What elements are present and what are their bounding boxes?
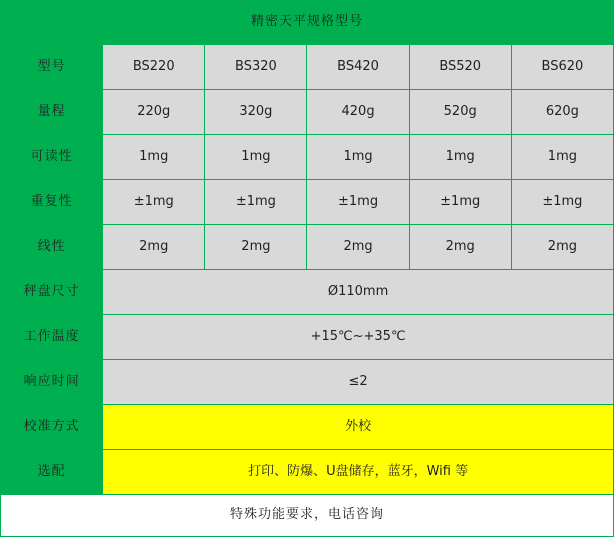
row-label-model: 型号 <box>1 45 103 90</box>
table-row <box>1 405 614 450</box>
row-label-operating-temperature: 工作温度 <box>1 315 103 360</box>
cell-repeatability-3: ±1mg <box>307 180 409 225</box>
cell-calibration: 外校 <box>103 405 614 450</box>
row-label-pan-size: 秤盘尺寸 <box>1 270 103 315</box>
cell-capacity-5: 620g <box>511 90 613 135</box>
row-label-calibration: 校准方式 <box>1 405 103 450</box>
cell-capacity-1: 220g <box>103 90 205 135</box>
table-row <box>1 135 614 180</box>
row-label-readability: 可读性 <box>1 135 103 180</box>
row-label-linearity: 线性 <box>1 225 103 270</box>
table-row <box>1 450 614 495</box>
cell-model-3: BS420 <box>307 45 409 90</box>
table-row <box>1 90 614 135</box>
row-label-options: 选配 <box>1 450 103 495</box>
table-footer-row <box>1 495 614 537</box>
table-title-row <box>1 1 614 45</box>
cell-readability-3: 1mg <box>307 135 409 180</box>
table-row <box>1 180 614 225</box>
cell-readability-5: 1mg <box>511 135 613 180</box>
cell-response-time: ≤2 <box>103 360 614 405</box>
cell-capacity-4: 520g <box>409 90 511 135</box>
cell-repeatability-1: ±1mg <box>103 180 205 225</box>
row-label-capacity: 量程 <box>1 90 103 135</box>
table-row <box>1 360 614 405</box>
cell-model-2: BS320 <box>205 45 307 90</box>
cell-repeatability-4: ±1mg <box>409 180 511 225</box>
table-title: 精密天平规格型号 <box>1 1 614 45</box>
cell-linearity-2: 2mg <box>205 225 307 270</box>
table-row <box>1 45 614 90</box>
cell-repeatability-5: ±1mg <box>511 180 613 225</box>
cell-repeatability-2: ±1mg <box>205 180 307 225</box>
cell-linearity-5: 2mg <box>511 225 613 270</box>
cell-readability-4: 1mg <box>409 135 511 180</box>
cell-capacity-3: 420g <box>307 90 409 135</box>
cell-operating-temperature: +15℃~+35℃ <box>103 315 614 360</box>
table-row <box>1 270 614 315</box>
table-row <box>1 225 614 270</box>
table-row <box>1 315 614 360</box>
row-label-response-time: 响应时间 <box>1 360 103 405</box>
cell-linearity-3: 2mg <box>307 225 409 270</box>
cell-pan-size: Ø110mm <box>103 270 614 315</box>
table-footer-note: 特殊功能要求，电话咨询 <box>1 495 614 537</box>
row-label-repeatability: 重复性 <box>1 180 103 225</box>
cell-capacity-2: 320g <box>205 90 307 135</box>
cell-readability-1: 1mg <box>103 135 205 180</box>
cell-model-5: BS620 <box>511 45 613 90</box>
cell-options: 打印、防爆、U盘储存，蓝牙，Wifi 等 <box>103 450 614 495</box>
cell-linearity-1: 2mg <box>103 225 205 270</box>
cell-model-1: BS220 <box>103 45 205 90</box>
cell-linearity-4: 2mg <box>409 225 511 270</box>
cell-model-4: BS520 <box>409 45 511 90</box>
cell-readability-2: 1mg <box>205 135 307 180</box>
